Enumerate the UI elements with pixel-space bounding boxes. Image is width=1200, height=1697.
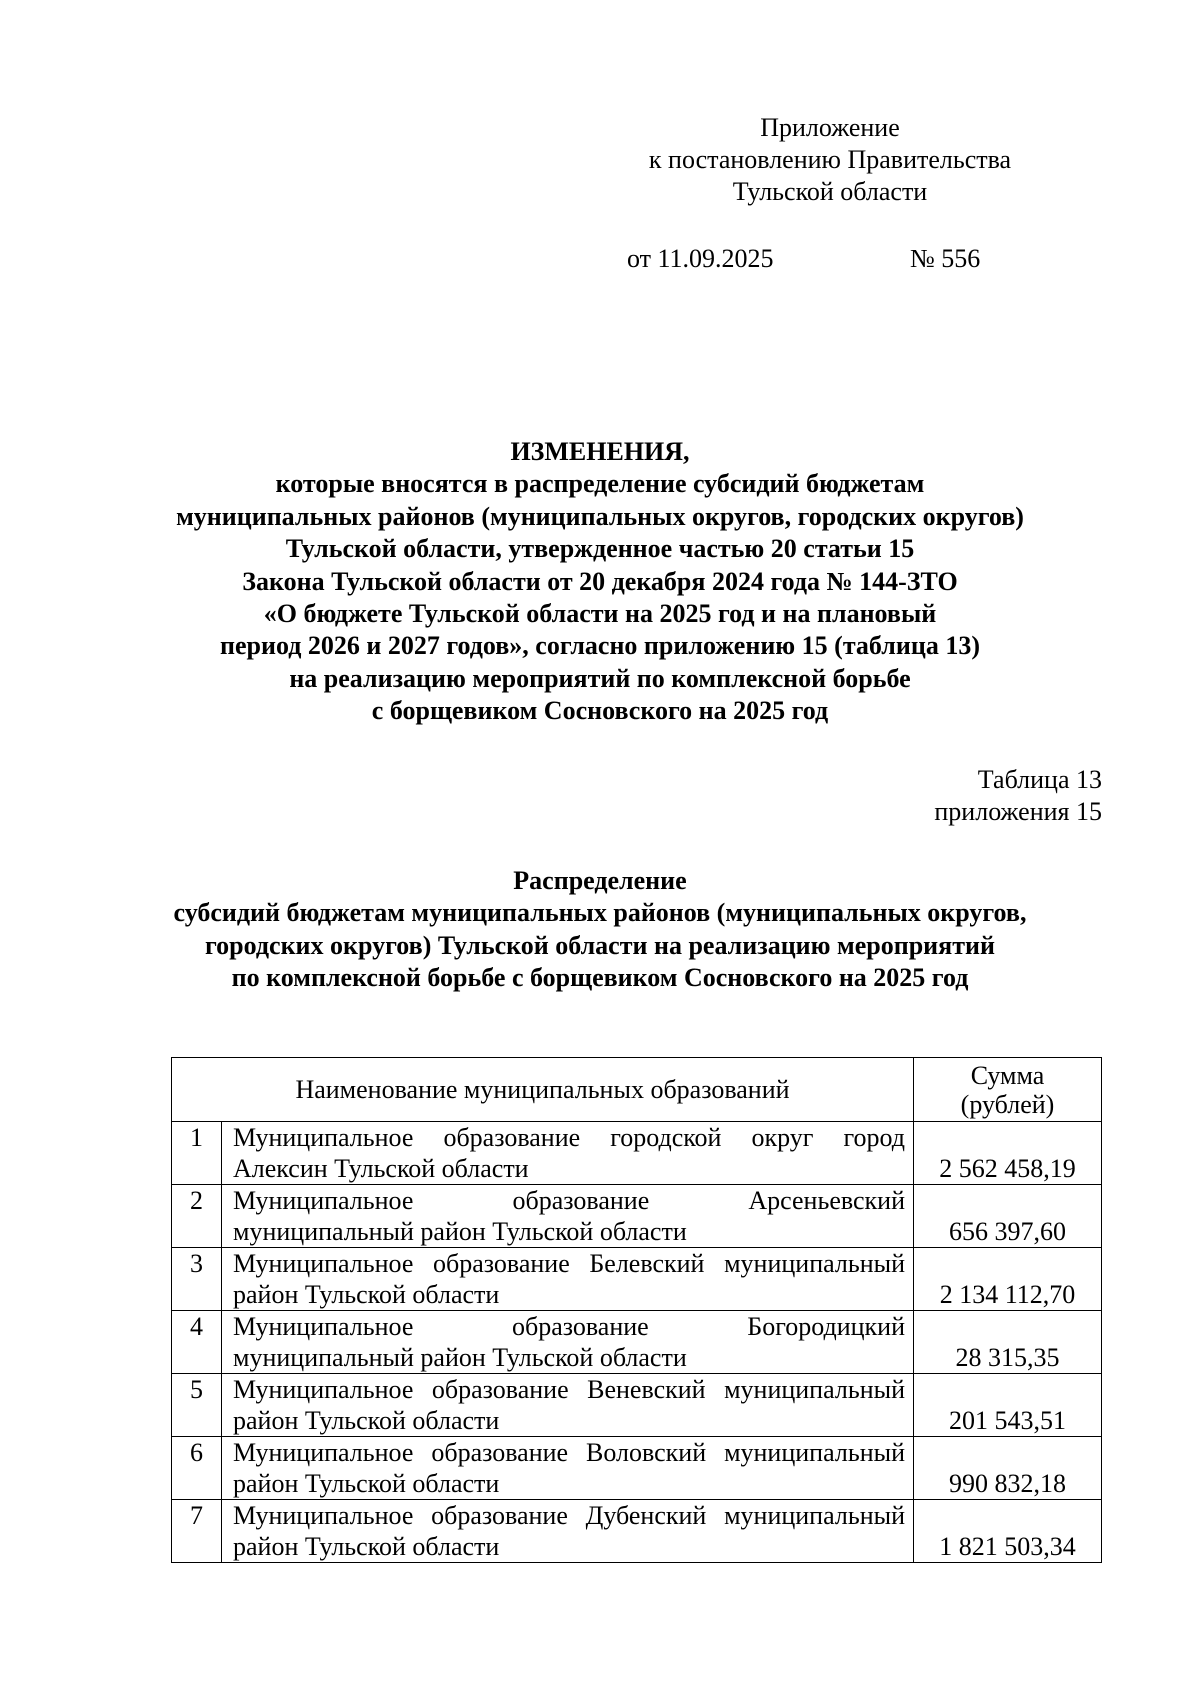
table-row bbox=[172, 1437, 1102, 1500]
distribution-title bbox=[120, 865, 1080, 995]
row-name: Муниципальное образование Веневский муниципальный район Тульской области bbox=[222, 1374, 914, 1437]
table-row bbox=[172, 1500, 1102, 1563]
header-name: Наименование муниципальных образований bbox=[172, 1058, 914, 1122]
row-name: Муниципальное образование Дубенский муниципальный район Тульской области bbox=[222, 1500, 914, 1563]
appendix-number: приложения 15 bbox=[934, 797, 1102, 826]
row-name: Муниципальное образование городской округ город Алексин Тульской области bbox=[222, 1122, 914, 1185]
row-number: 5 bbox=[172, 1374, 222, 1437]
title-line: период 2026 и 2027 годов», согласно приложению 15 (таблица 13) bbox=[220, 631, 980, 661]
appendix-header bbox=[600, 112, 1060, 208]
row-number: 6 bbox=[172, 1437, 222, 1500]
table-number: Таблица 13 bbox=[977, 765, 1102, 794]
header-sum-unit: (рублей) bbox=[960, 1089, 1055, 1119]
table-header-row bbox=[172, 1058, 1102, 1122]
appendix-region: Тульской области bbox=[732, 177, 928, 206]
row-sum: 201 543,51 bbox=[914, 1374, 1102, 1437]
table-row bbox=[172, 1248, 1102, 1311]
table-row bbox=[172, 1374, 1102, 1437]
document-title bbox=[120, 436, 1080, 728]
row-number: 7 bbox=[172, 1500, 222, 1563]
row-number: 3 bbox=[172, 1248, 222, 1311]
title-line: Закона Тульской области от 20 декабря 2024 года № 144-ЗТО bbox=[242, 566, 958, 596]
table-row bbox=[172, 1311, 1102, 1374]
title-line: муниципальных районов (муниципальных округов, городских округов) bbox=[176, 501, 1024, 531]
row-name: Муниципальное образование Богородицкий муниципальный район Тульской области bbox=[222, 1311, 914, 1374]
title-line: Тульской области, утвержденное частью 20 статьи 15 bbox=[285, 534, 915, 564]
row-number: 2 bbox=[172, 1185, 222, 1248]
row-sum: 1 821 503,34 bbox=[914, 1500, 1102, 1563]
row-name: Муниципальное образование Арсеньевский муниципальный район Тульской области bbox=[222, 1185, 914, 1248]
distribution-title-line: субсидий бюджетам муниципальных районов (муниципальных округов, bbox=[173, 898, 1027, 928]
title-line: на реализацию мероприятий по комплексной борьбе bbox=[289, 663, 911, 693]
header-sum-label: Сумма bbox=[970, 1060, 1045, 1090]
row-sum: 990 832,18 bbox=[914, 1437, 1102, 1500]
distribution-title-line: Распределение bbox=[513, 866, 687, 895]
appendix-decree-ref: к постановлению Правительства bbox=[648, 145, 1012, 174]
title-line: ИЗМЕНЕНИЯ, bbox=[510, 437, 690, 466]
title-line: которые вносятся в распределение субсидий бюджетам bbox=[275, 469, 925, 499]
title-line: «О бюджете Тульской области на 2025 год и на плановый bbox=[263, 599, 937, 629]
table-row bbox=[172, 1185, 1102, 1248]
subsidy-table bbox=[171, 1057, 1102, 1563]
decree-date: от 11.09.2025 bbox=[627, 244, 774, 273]
row-number: 1 bbox=[172, 1122, 222, 1185]
distribution-title-line: городских округов) Тульской области на реализацию мероприятий bbox=[205, 930, 995, 960]
row-name: Муниципальное образование Воловский муниципальный район Тульской области bbox=[222, 1437, 914, 1500]
table-reference bbox=[800, 764, 1102, 828]
header-sum bbox=[914, 1058, 1102, 1122]
row-sum: 656 397,60 bbox=[914, 1185, 1102, 1248]
table-row bbox=[172, 1122, 1102, 1185]
row-sum: 2 134 112,70 bbox=[914, 1248, 1102, 1311]
decree-number: № 556 bbox=[910, 244, 981, 273]
row-sum: 28 315,35 bbox=[914, 1311, 1102, 1374]
row-name: Муниципальное образование Белевский муниципальный район Тульской области bbox=[222, 1248, 914, 1311]
title-line: с борщевиком Сосновского на 2025 год bbox=[371, 696, 829, 726]
appendix-label: Приложение bbox=[760, 113, 900, 142]
distribution-title-line: по комплексной борьбе с борщевиком Сосновского на 2025 год bbox=[231, 963, 969, 993]
row-sum: 2 562 458,19 bbox=[914, 1122, 1102, 1185]
row-number: 4 bbox=[172, 1311, 222, 1374]
